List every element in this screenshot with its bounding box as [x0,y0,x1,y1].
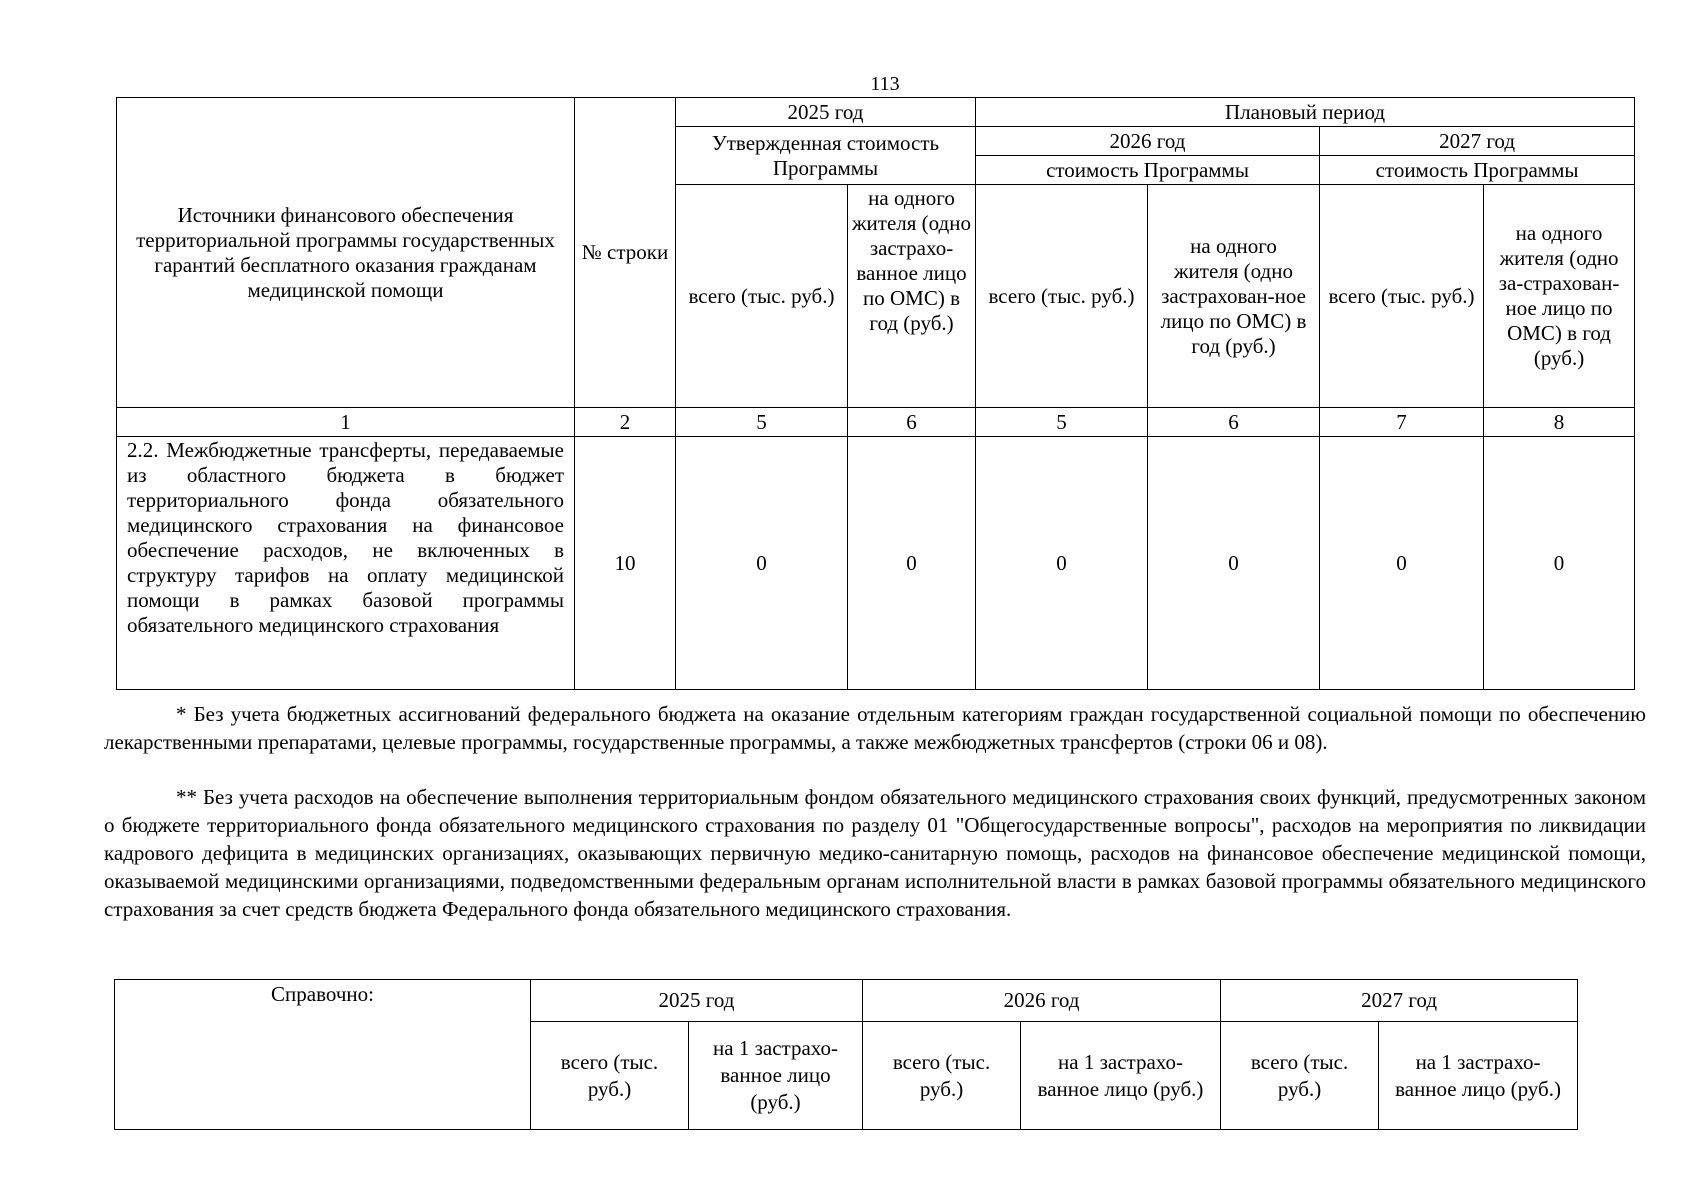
table-row [117,437,1635,690]
column-number: 5 [676,408,848,437]
reference-year-2027: 2027 год [1221,980,1578,1022]
header-per-capita-2027: на одного жителя (одно за-страхован-ное лицо по ОМС) в год (руб.) [1484,185,1635,408]
reference-total-2025: всего (тыс. руб.) [531,1022,689,1130]
header-total-2025: всего (тыс. руб.) [676,185,848,408]
value-per-capita-2027: 0 [1484,437,1635,690]
column-number: 2 [575,408,676,437]
header-per-capita-2025: на одного жителя (одно застрахо-ванное лицо по ОМС) в год (руб.) [848,185,976,408]
reference-table [114,979,1578,1130]
value-per-capita-2026: 0 [1148,437,1320,690]
column-number: 1 [117,408,575,437]
reference-total-2026: всего (тыс. руб.) [863,1022,1021,1130]
column-number: 7 [1320,408,1484,437]
header-year-2025: 2025 год [676,98,976,127]
column-number: 5 [976,408,1148,437]
value-total-2026: 0 [976,437,1148,690]
reference-total-2027: всего (тыс. руб.) [1221,1022,1379,1130]
reference-year-2026: 2026 год [863,980,1221,1022]
header-year-2026: 2026 год [976,127,1320,156]
header-approved-cost: Утвержденная стоимость Программы [676,127,976,185]
footnote-1: * Без учета бюджетных ассигнований федерального бюджета на оказание отдельным категориям граждан государственной социальной помощи по обеспечению лекарственными препаратами, целевые программы, государственные программы, а также межбюджетных трансфертов (строки 06 и 08). [104,702,1646,754]
header-cost-2026: стоимость Программы [976,156,1320,185]
column-number: 6 [1148,408,1320,437]
financing-sources-table [116,97,1635,690]
header-sources: Источники финансового обеспечения территориальной программы государственных гарантий бесплатного оказания гражданам медицинской помощи [117,98,575,408]
value-per-capita-2025: 0 [848,437,976,690]
row-label: 2.2. Межбюджетные трансферты, передаваемые из областного бюджета в бюджет территориального фонда обязательного медицинского страхования на финансовое обеспечение расходов, не включенных в структуру тарифов на оплату медицинской помощи в рамках базовой программы обязательного медицинского страхования [117,437,575,690]
value-total-2027: 0 [1320,437,1484,690]
reference-year-2025: 2025 год [531,980,863,1022]
header-planned-period: Плановый период [976,98,1635,127]
reference-per-insured-2026: на 1 застрахо-ванное лицо (руб.) [1021,1022,1221,1130]
header-total-2026: всего (тыс. руб.) [976,185,1148,408]
header-per-capita-2026: на одного жителя (одно застрахован-ное лицо по ОМС) в год (руб.) [1148,185,1320,408]
header-total-2027: всего (тыс. руб.) [1320,185,1484,408]
value-total-2025: 0 [676,437,848,690]
reference-label: Справочно: [115,980,531,1130]
column-number: 8 [1484,408,1635,437]
header-year-2027: 2027 год [1320,127,1635,156]
header-row-number: № строки [575,98,676,408]
column-number: 6 [848,408,976,437]
reference-per-insured-2025: на 1 застрахо-ванное лицо (руб.) [689,1022,863,1130]
reference-per-insured-2027: на 1 застрахо-ванное лицо (руб.) [1379,1022,1578,1130]
footnote-2: ** Без учета расходов на обеспечение выполнения территориальным фондом обязательного медицинского страхования своих функций, предусмотренных законом о бюджете территориального фонда обязательного медицинского страхования по разделу 01 "Общегосударственные вопросы", расходов на мероприятия по ликвидации кадрового дефицита в медицинских организациях, оказывающих первичную медико-санитарную помощь, расходов на финансовое обеспечение медицинской помощи, оказываемой медицинскими организациями, подведомственными федеральным органам исполнительной власти в рамках базовой программы обязательного медицинского страхования за счет средств бюджета Федерального фонда обязательного медицинского страхования. [104,785,1646,921]
page-number: 113 [870,73,900,95]
row-number: 10 [575,437,676,690]
header-cost-2027: стоимость Программы [1320,156,1635,185]
